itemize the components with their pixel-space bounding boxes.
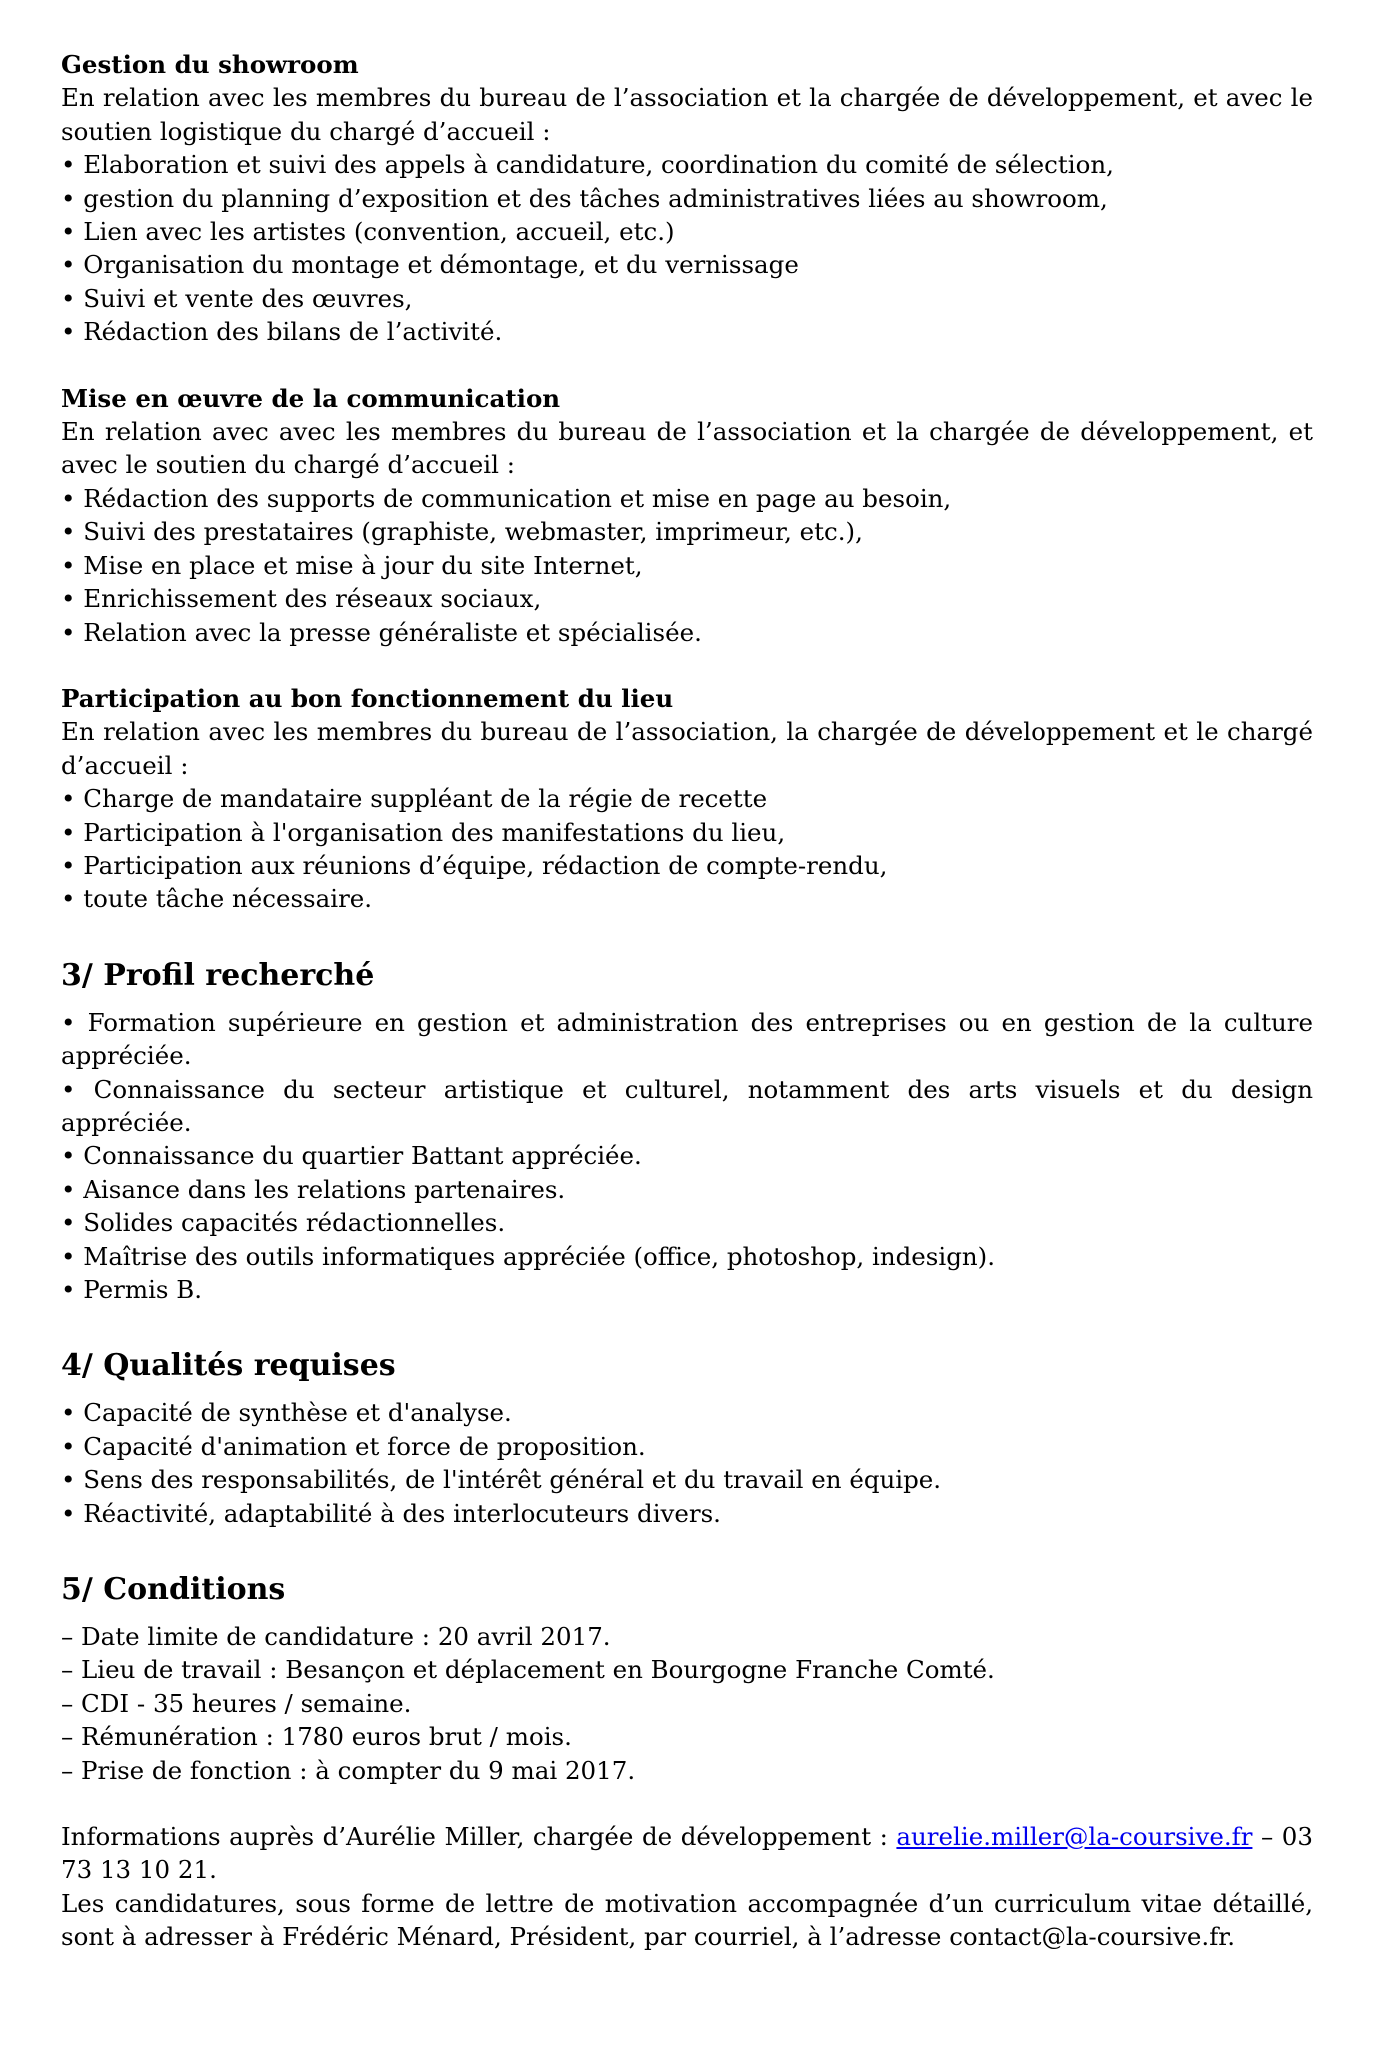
list-item: • Maîtrise des outils informatiques appréciée (office, photoshop, indesign). <box>61 1241 996 1271</box>
list-item: • Solides capacités rédactionnelles. <box>61 1208 506 1238</box>
list-item: • Relation avec la presse généraliste et spécialisée. <box>61 617 702 647</box>
profil-list <box>61 1006 1313 1307</box>
section-qualites <box>61 1348 1313 1530</box>
section-profil <box>61 958 1313 1307</box>
list-item: • Suivi et vente des œuvres, <box>61 283 413 313</box>
list-item: • Capacité d'animation et force de proposition. <box>61 1431 646 1461</box>
list-item: • Formation supérieure en gestion et administration des entreprises ou en gestion de la culture appréciée. <box>61 1007 1313 1071</box>
list-item: • Lien avec les artistes (convention, accueil, etc.) <box>61 217 675 247</box>
list-item: • Participation aux réunions d’équipe, rédaction de compte-rendu, <box>61 850 888 880</box>
communication-heading: Mise en œuvre de la communication <box>61 383 561 413</box>
showroom-list <box>61 148 1313 348</box>
contact-info-prefix: Informations auprès d’Aurélie Miller, chargée de développement : <box>61 1822 897 1852</box>
section-lieu <box>61 682 1313 916</box>
profil-title: 3/ Profil recherché <box>61 957 375 993</box>
section-showroom <box>61 48 1313 349</box>
list-item: – Rémunération : 1780 euros brut / mois. <box>61 1722 572 1752</box>
list-item: • Connaissance du quartier Battant appréciée. <box>61 1141 642 1171</box>
list-item: • Rédaction des bilans de l’activité. <box>61 317 503 347</box>
list-item: – Prise de fonction : à compter du 9 mai 2017. <box>61 1755 636 1785</box>
list-item: – CDI - 35 heures / semaine. <box>61 1688 412 1718</box>
list-item: • Participation à l'organisation des manifestations du lieu, <box>61 817 786 847</box>
showroom-heading: Gestion du showroom <box>61 50 359 79</box>
conditions-title: 5/ Conditions <box>61 1572 286 1608</box>
list-item: • Organisation du montage et démontage, et du vernissage <box>61 250 799 280</box>
conditions-list <box>61 1620 1313 1787</box>
list-item: • Enrichissement des réseaux sociaux, <box>61 584 542 614</box>
communication-list <box>61 482 1313 649</box>
list-item: • gestion du planning d’exposition et des tâches administratives liées au showroom, <box>61 183 1108 213</box>
list-item: • Permis B. <box>61 1275 203 1304</box>
list-item: • Elaboration et suivi des appels à candidature, coordination du comité de sélection, <box>61 150 1114 180</box>
lieu-intro: En relation avec les membres du bureau de l’association, la chargée de développement et le chargé d’accueil : <box>61 717 1313 780</box>
email-link[interactable]: aurelie.miller@la-coursive.fr <box>896 1822 1253 1852</box>
list-item: • Rédaction des supports de communication et mise en page au besoin, <box>61 483 952 513</box>
list-item: • Connaissance du secteur artistique et culturel, notamment des arts visuels et du design appréciée. <box>61 1074 1313 1137</box>
contact-info-suffix: – 03 73 13 10 21. <box>61 1822 1313 1885</box>
qualites-title: 4/ Qualités requises <box>61 1348 396 1384</box>
qualites-list <box>61 1396 1313 1530</box>
communication-intro: En relation avec avec les membres du bureau de l’association et la chargée de développement, et avec le soutien du chargé d’accueil : <box>61 417 1313 480</box>
contact-info <box>61 1820 1313 1887</box>
list-item: • Suivi des prestataires (graphiste, webmaster, imprimeur, etc.), <box>61 517 863 547</box>
section-conditions <box>61 1572 1313 1787</box>
section-communication <box>61 382 1313 649</box>
list-item: – Date limite de candidature : 20 avril 2017. <box>61 1622 611 1652</box>
list-item: • Réactivité, adaptabilité à des interlocuteurs divers. <box>61 1498 721 1528</box>
list-item: – Lieu de travail : Besançon et déplacement en Bourgogne Franche Comté. <box>61 1655 995 1685</box>
list-item: • Aisance dans les relations partenaires. <box>61 1174 566 1204</box>
list-item: • Sens des responsabilités, de l'intérêt général et du travail en équipe. <box>61 1465 942 1495</box>
list-item: • Mise en place et mise à jour du site Internet, <box>61 550 643 580</box>
showroom-intro: En relation avec les membres du bureau de l’association et la chargée de développement, et avec le soutien logistique du chargé d’accueil : <box>61 83 1313 146</box>
lieu-heading: Participation au bon fonctionnement du lieu <box>61 683 674 713</box>
list-item: • Charge de mandataire suppléant de la régie de recette <box>61 784 768 814</box>
lieu-list <box>61 782 1313 916</box>
candidatures-text: Les candidatures, sous forme de lettre de motivation accompagnée d’un curriculum vitae détaillé, sont à adresser à Frédéric Ménard, Président, par courriel, à l’adresse contact@la-coursive.fr. <box>61 1888 1313 1952</box>
list-item: • Capacité de synthèse et d'analyse. <box>61 1398 512 1428</box>
section-contact <box>61 1820 1313 1954</box>
list-item: • toute tâche nécessaire. <box>61 884 373 914</box>
